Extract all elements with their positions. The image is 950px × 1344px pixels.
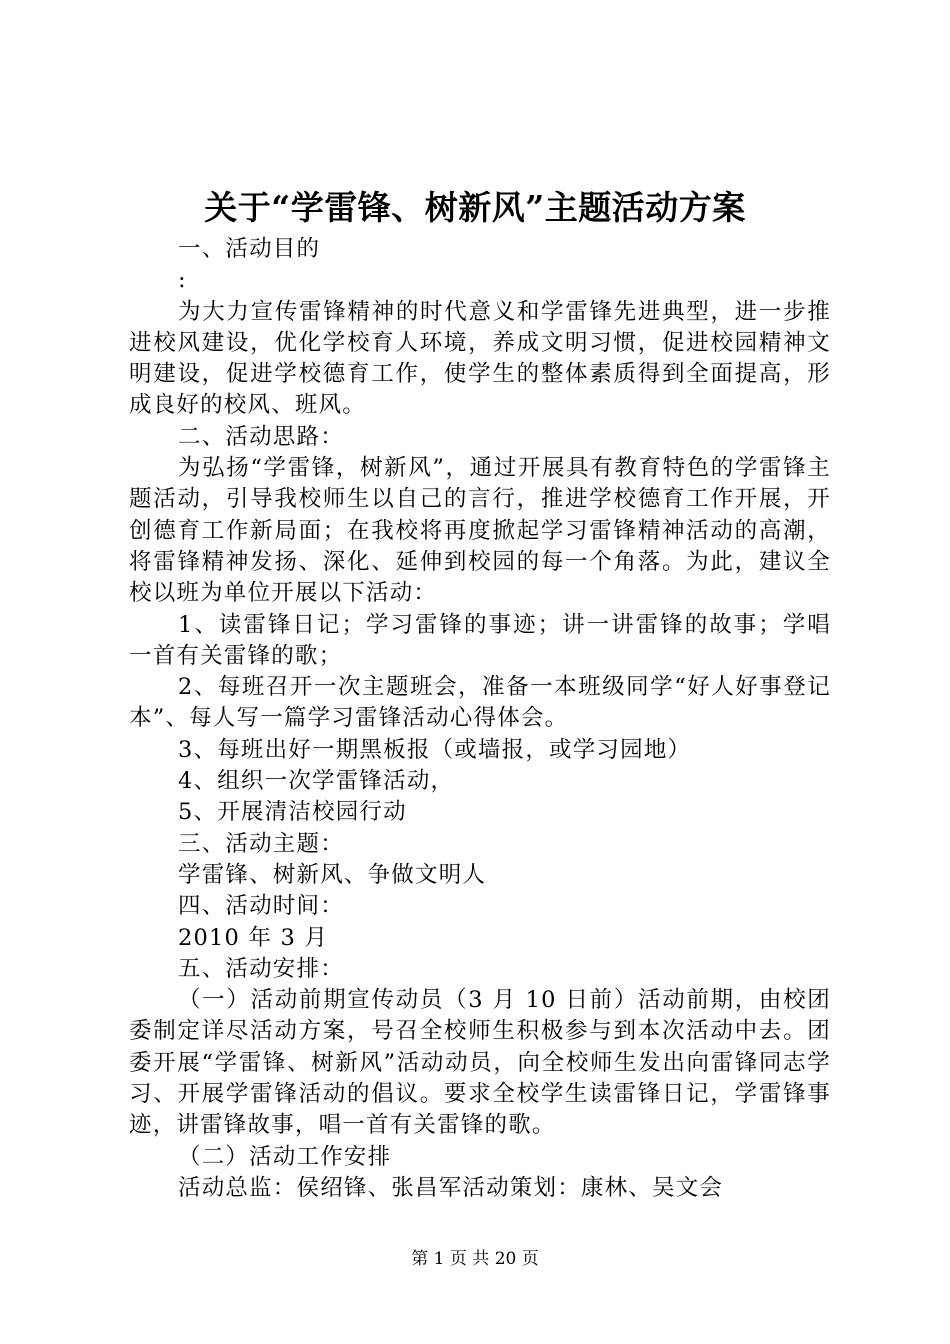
paragraph: 1、读雷锋日记；学习雷锋的事迹；讲一讲雷锋的故事；学唱一首有关雷锋的歌； <box>129 611 831 669</box>
document-title: 关于“学雷锋、树新风”主题活动方案 <box>204 188 746 227</box>
paragraph: 为大力宣传雷锋精神的时代意义和学雷锋先进典型，进一步推进校风建设，优化学校育人环境，养成文明习惯，促进校园精神文明建设，促进学校德育工作，使学生的整体素质得到全面提高，形成良好的校风、班风。 <box>129 298 831 419</box>
page-footer: 第 1 页 共 20 页 <box>411 1249 539 1269</box>
paragraph: （二）活动工作安排 <box>178 1143 392 1170</box>
paragraph: 5、开展清洁校园行动 <box>178 799 407 826</box>
paragraph: : <box>178 267 187 294</box>
paragraph: 活动总监：侯绍锋、张昌军活动策划：康林、吴文会 <box>178 1174 724 1201</box>
paragraph: 2010 年 3 月 <box>178 924 329 951</box>
paragraph: 为弘扬“学雷锋，树新风”，通过开展具有教育特色的学雷锋主题活动，引导我校师生以自己的言行，推进学校德育工作开展，开创德育工作新局面；在我校将再度掀起学习雷锋精神活动的高潮，将雷锋精神发扬、深化、延伸到校园的每一个角落。为此，建议全校以班为单位开展以下活动： <box>129 455 831 607</box>
paragraph: 4、组织一次学雷锋活动， <box>178 768 455 795</box>
paragraph: 三、活动主题： <box>178 830 344 857</box>
paragraph: 一、活动目的 <box>178 236 321 262</box>
paragraph: 学雷锋、树新风、争做文明人 <box>178 861 487 888</box>
paragraph: 2、每班召开一次主题班会，准备一本班级同学“好人好事登记本”、每人写一篇学习雷锋活动心得体会。 <box>129 674 831 732</box>
paragraph: 二、活动思路： <box>178 423 344 450</box>
paragraph: 3、每班出好一期黑板报（或墙报，或学习园地） <box>178 736 692 763</box>
paragraph: 四、活动时间： <box>178 893 344 920</box>
document-body <box>129 234 831 1204</box>
paragraph: 五、活动安排： <box>178 955 344 982</box>
paragraph: （一）活动前期宣传动员（3 月 10 日前）活动前期，由校团委制定详尽活动方案，号召全校师生积极参与到本次活动中去。团委开展“学雷锋、树新风”活动动员，向全校师生发出向雷锋同志学习、开展学雷锋活动的倡议。要求全校学生读雷锋日记，学雷锋事迹，讲雷锋故事，唱一首有关雷锋的歌。 <box>129 987 831 1139</box>
